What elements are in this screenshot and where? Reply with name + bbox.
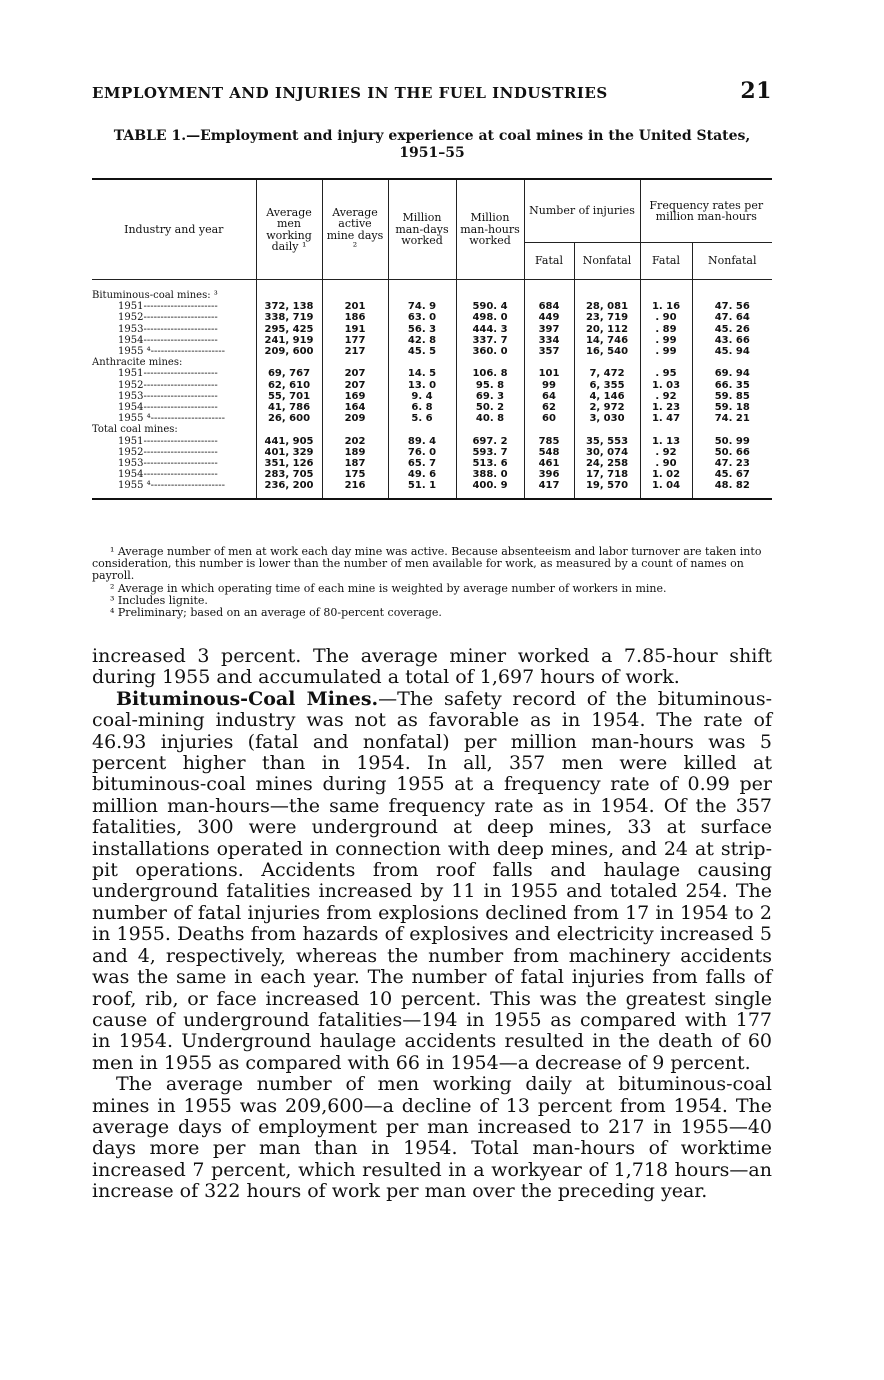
cell-nonfatal-rate: 43. 66 — [692, 335, 772, 346]
cell-fatal: 684 — [524, 301, 574, 312]
cell-nonfatal-rate: 50. 66 — [692, 447, 772, 458]
cell-days: 186 — [322, 312, 388, 323]
table-section-row — [92, 357, 772, 368]
cell-fatal-rate: . 90 — [640, 458, 692, 469]
cell-nonfatal-rate: 59. 18 — [692, 402, 772, 413]
dot-leader: ---------------------- — [150, 480, 225, 492]
cell-fatal-rate: 1. 16 — [640, 301, 692, 312]
table-row — [92, 402, 772, 413]
cell-nonfatal: 20, 112 — [574, 324, 640, 335]
cell-days: 209 — [322, 413, 388, 424]
header-fatal-rate: Fatal — [640, 243, 692, 280]
cell-man-days: 13. 0 — [388, 380, 456, 391]
cell-days: 207 — [322, 380, 388, 391]
cell-man-days: 49. 6 — [388, 469, 456, 480]
table-row — [92, 346, 772, 357]
table-body — [92, 280, 772, 499]
cell-nonfatal: 30, 074 — [574, 447, 640, 458]
year-label: 1951 — [118, 368, 144, 380]
cell-nonfatal-rate: 74. 21 — [692, 413, 772, 424]
table-row — [92, 391, 772, 402]
cell-fatal-rate: 1. 03 — [640, 380, 692, 391]
footnote-2: ² Average in which operating time of each mine is weighted by average number of workers in mine. — [110, 581, 667, 595]
cell-days: 175 — [322, 469, 388, 480]
dot-leader: ---------------------- — [150, 413, 225, 425]
cell-man-hours: 360. 0 — [456, 346, 524, 357]
section-label: Bituminous-coal mines: ³ — [92, 290, 218, 301]
cell-man-days: 63. 0 — [388, 312, 456, 323]
header-million-man-days: Million man-days worked — [388, 179, 456, 280]
row-year — [92, 402, 256, 413]
cell-days: 207 — [322, 368, 388, 379]
cell-days: 177 — [322, 335, 388, 346]
header-avg-days: Average active mine days ² — [322, 179, 388, 280]
footnote-4: ⁴ Preliminary; based on an average of 80-percent coverage. — [110, 606, 442, 620]
table-row — [92, 380, 772, 391]
cell-nonfatal-rate: 45. 26 — [692, 324, 772, 335]
cell-nonfatal: 19, 570 — [574, 480, 640, 498]
cell-days: 202 — [322, 436, 388, 447]
paragraph-2-text: —The safety record of the bituminous-coal-mining industry was not as favorable as in 1954. The rate of 46.93 injuries (fatal and nonfatal) per million man-hours was 5 percent higher than in 1954. In all, 357 men were killed at bituminous-coal mines during 1955 at a frequency rate of 0.99 per million man-hours—the same frequency rate as in 1954. Of the 357 fatalities, 300 were underground at deep mines, 33 at surface installations operated in connection with deep mines, and 24 at strip-pit operations. Accidents from roof falls and haulage causing underground fatalities increased by 11 in 1955 and totaled 254. The number of fatal injuries from explosions declined from 17 in 1954 to 2 in 1955. Deaths from hazards of explosives and electricity increased 5 and 4, respectively, whereas the number from machinery accidents was the same in each year. The number of fatal injuries from falls of roof, rib, or face increased 10 percent. This was the greatest single cause of underground fatalities—194 in 1955 as compared with 177 in 1954. Underground haulage accidents resulted in the death of 60 men in 1955 as compared with 66 in 1954—a decrease of 9 percent. — [92, 687, 772, 1074]
cell-man-days: 42. 8 — [388, 335, 456, 346]
cell-man-hours: 697. 2 — [456, 436, 524, 447]
cell-man-days: 9. 4 — [388, 391, 456, 402]
row-year — [92, 480, 256, 498]
cell-man-hours: 400. 9 — [456, 480, 524, 498]
cell-fatal-rate: . 89 — [640, 324, 692, 335]
cell-days: 169 — [322, 391, 388, 402]
cell-days: 164 — [322, 402, 388, 413]
paragraph-3: The average number of men working daily at bituminous-coal mines in 1955 was 209,600—a decline of 13 percent from 1954. The average days of employment per man increased to 217 in 1955—40 days more per man than in 1954. Total man-hours of worktime increased 7 percent, which resulted in a workyear of 1,718 hours—an increase of 322 hours of work per man over the preceding year. — [92, 1073, 772, 1203]
dot-leader: ---------------------- — [143, 446, 218, 458]
paragraph-2 — [92, 689, 772, 1074]
header-nonfatal-rate: Nonfatal — [692, 243, 772, 280]
cell-nonfatal-rate: 47. 64 — [692, 312, 772, 323]
row-year — [92, 312, 256, 323]
year-label: 1953 — [118, 390, 144, 402]
row-year — [92, 469, 256, 480]
cell-nonfatal-rate: 47. 23 — [692, 458, 772, 469]
cell-fatal: 548 — [524, 447, 574, 458]
cell-days: 216 — [322, 480, 388, 498]
year-label: 1952 — [118, 312, 144, 324]
year-label: 1953 — [118, 323, 144, 335]
table-section-row — [92, 424, 772, 435]
cell-nonfatal: 3, 030 — [574, 413, 640, 424]
cell-man-days: 65. 7 — [388, 458, 456, 469]
cell-nonfatal: 6, 355 — [574, 380, 640, 391]
dot-leader: ---------------------- — [143, 435, 218, 447]
cell-fatal: 449 — [524, 312, 574, 323]
header-million-man-hours: Million man-hours worked — [456, 179, 524, 280]
dot-leader: ---------------------- — [143, 402, 218, 414]
cell-man-days: 6. 8 — [388, 402, 456, 413]
cell-man-days: 51. 1 — [388, 480, 456, 498]
cell-man-hours: 50. 2 — [456, 402, 524, 413]
cell-men: 41, 786 — [256, 402, 322, 413]
table-row — [92, 312, 772, 323]
cell-days: 217 — [322, 346, 388, 357]
cell-fatal-rate: . 92 — [640, 391, 692, 402]
cell-nonfatal-rate: 69. 94 — [692, 368, 772, 379]
cell-man-hours: 388. 0 — [456, 469, 524, 480]
cell-nonfatal-rate: 45. 94 — [692, 346, 772, 357]
row-year — [92, 324, 256, 335]
year-label: 1955 ⁴ — [118, 346, 151, 358]
cell-nonfatal: 7, 472 — [574, 368, 640, 379]
row-year — [92, 447, 256, 458]
cell-nonfatal: 14, 746 — [574, 335, 640, 346]
cell-men: 236, 200 — [256, 480, 322, 498]
dot-leader: ---------------------- — [143, 323, 218, 335]
header-industry-year: Industry and year — [92, 179, 256, 280]
cell-men: 55, 701 — [256, 391, 322, 402]
table-row — [92, 469, 772, 480]
row-year — [92, 413, 256, 424]
cell-men: 338, 719 — [256, 312, 322, 323]
table-row — [92, 301, 772, 312]
cell-nonfatal-rate: 45. 67 — [692, 469, 772, 480]
year-label: 1952 — [118, 446, 144, 458]
cell-nonfatal: 2, 972 — [574, 402, 640, 413]
cell-man-hours: 69. 3 — [456, 391, 524, 402]
row-year — [92, 380, 256, 391]
cell-fatal: 99 — [524, 380, 574, 391]
cell-nonfatal-rate: 66. 35 — [692, 380, 772, 391]
cell-fatal: 334 — [524, 335, 574, 346]
cell-nonfatal-rate: 59. 85 — [692, 391, 772, 402]
table-row — [92, 413, 772, 424]
table-row — [92, 480, 772, 498]
header-fatal: Fatal — [524, 243, 574, 280]
cell-man-hours: 40. 8 — [456, 413, 524, 424]
table-footnotes — [92, 546, 772, 619]
cell-nonfatal: 4, 146 — [574, 391, 640, 402]
cell-fatal-rate: 1. 23 — [640, 402, 692, 413]
row-year — [92, 335, 256, 346]
cell-man-days: 45. 5 — [388, 346, 456, 357]
cell-men: 295, 425 — [256, 324, 322, 335]
cell-fatal: 417 — [524, 480, 574, 498]
table-row — [92, 335, 772, 346]
cell-fatal-rate: . 92 — [640, 447, 692, 458]
cell-men: 372, 138 — [256, 301, 322, 312]
cell-days: 187 — [322, 458, 388, 469]
cell-man-days: 14. 5 — [388, 368, 456, 379]
cell-days: 191 — [322, 324, 388, 335]
cell-fatal-rate: . 99 — [640, 346, 692, 357]
dot-leader: ---------------------- — [150, 346, 225, 358]
cell-man-hours: 444. 3 — [456, 324, 524, 335]
dot-leader: ---------------------- — [143, 334, 218, 346]
body-text — [92, 646, 772, 1203]
cell-men: 69, 767 — [256, 368, 322, 379]
header-avg-men: Average men working daily ¹ — [256, 179, 322, 280]
footnote-3: ³ Includes lignite. — [110, 593, 208, 607]
cell-days: 201 — [322, 301, 388, 312]
table-row — [92, 368, 772, 379]
header-number-injuries: Number of injuries — [524, 179, 640, 243]
dot-leader: ---------------------- — [143, 469, 218, 481]
paragraph-1: increased 3 percent. The average miner worked a 7.85-hour shift during 1955 and accumulated a total of 1,697 hours of work. — [92, 645, 772, 689]
cell-men: 62, 610 — [256, 380, 322, 391]
dot-leader: ---------------------- — [143, 368, 218, 380]
cell-man-days: 56. 3 — [388, 324, 456, 335]
cell-man-hours: 498. 0 — [456, 312, 524, 323]
cell-fatal: 396 — [524, 469, 574, 480]
cell-man-hours: 337. 7 — [456, 335, 524, 346]
row-year — [92, 368, 256, 379]
cell-man-hours: 106. 8 — [456, 368, 524, 379]
cell-fatal-rate: 1. 47 — [640, 413, 692, 424]
cell-days: 189 — [322, 447, 388, 458]
section-label: Total coal mines: — [92, 424, 178, 436]
cell-man-hours: 590. 4 — [456, 301, 524, 312]
cell-fatal-rate: 1. 04 — [640, 480, 692, 498]
cell-fatal: 785 — [524, 436, 574, 447]
cell-nonfatal: 35, 553 — [574, 436, 640, 447]
cell-men: 209, 600 — [256, 346, 322, 357]
year-label: 1953 — [118, 458, 144, 470]
cell-man-days: 5. 6 — [388, 413, 456, 424]
table-row — [92, 458, 772, 469]
cell-fatal: 62 — [524, 402, 574, 413]
cell-fatal: 64 — [524, 391, 574, 402]
cell-men: 283, 705 — [256, 469, 322, 480]
cell-fatal-rate: 1. 02 — [640, 469, 692, 480]
cell-man-days: 89. 4 — [388, 436, 456, 447]
cell-man-days: 74. 9 — [388, 301, 456, 312]
cell-men: 351, 126 — [256, 458, 322, 469]
header-frequency-rates: Frequency rates per million man-hours — [640, 179, 772, 243]
page-number: 21 — [740, 78, 772, 104]
dot-leader: ---------------------- — [143, 379, 218, 391]
table-row — [92, 447, 772, 458]
cell-men: 26, 600 — [256, 413, 322, 424]
year-label: 1954 — [118, 402, 144, 414]
table-row — [92, 436, 772, 447]
section-label: Anthracite mines: — [92, 357, 183, 369]
cell-fatal: 397 — [524, 324, 574, 335]
header-nonfatal: Nonfatal — [574, 243, 640, 280]
cell-fatal-rate: . 90 — [640, 312, 692, 323]
table-caption-line1: TABLE 1.—Employment and injury experience at coal mines in the United States, — [113, 128, 751, 144]
year-label: 1955 ⁴ — [118, 413, 151, 425]
row-year — [92, 346, 256, 357]
year-label: 1951 — [118, 435, 144, 447]
table-caption-line2: 1951–55 — [399, 145, 465, 161]
cell-men: 441, 905 — [256, 436, 322, 447]
row-year — [92, 301, 256, 312]
year-label: 1952 — [118, 379, 144, 391]
cell-fatal-rate: . 99 — [640, 335, 692, 346]
cell-fatal: 461 — [524, 458, 574, 469]
dot-leader: ---------------------- — [143, 301, 218, 313]
cell-men: 241, 919 — [256, 335, 322, 346]
year-label: 1955 ⁴ — [118, 480, 151, 492]
cell-nonfatal: 28, 081 — [574, 301, 640, 312]
row-year — [92, 391, 256, 402]
dot-leader: ---------------------- — [143, 390, 218, 402]
cell-nonfatal: 24, 258 — [574, 458, 640, 469]
cell-nonfatal: 23, 719 — [574, 312, 640, 323]
cell-nonfatal: 16, 540 — [574, 346, 640, 357]
section-heading-bituminous: Bituminous-Coal Mines. — [116, 687, 379, 710]
row-year — [92, 436, 256, 447]
dot-leader: ---------------------- — [143, 458, 218, 470]
dot-leader: ---------------------- — [143, 312, 218, 324]
table-caption — [92, 128, 772, 162]
cell-man-days: 76. 0 — [388, 447, 456, 458]
cell-man-hours: 95. 8 — [456, 380, 524, 391]
running-head — [92, 78, 772, 104]
cell-men: 401, 329 — [256, 447, 322, 458]
cell-fatal: 60 — [524, 413, 574, 424]
year-label: 1951 — [118, 301, 144, 313]
cell-nonfatal-rate: 50. 99 — [692, 436, 772, 447]
cell-nonfatal-rate: 47. 56 — [692, 301, 772, 312]
year-label: 1954 — [118, 334, 144, 346]
table-section-row — [92, 290, 772, 301]
cell-nonfatal: 17, 718 — [574, 469, 640, 480]
footnote-1: ¹ Average number of men at work each day mine was active. Because absenteeism and labor turnover are taken into consideration, this number is lower than the number of men available for work, as measured by a count of names on payroll. — [92, 545, 762, 583]
table-row — [92, 324, 772, 335]
year-label: 1954 — [118, 469, 144, 481]
employment-injury-table — [92, 178, 772, 500]
cell-nonfatal-rate: 48. 82 — [692, 480, 772, 498]
row-year — [92, 458, 256, 469]
cell-fatal-rate: 1. 13 — [640, 436, 692, 447]
cell-man-hours: 593. 7 — [456, 447, 524, 458]
cell-man-hours: 513. 6 — [456, 458, 524, 469]
cell-fatal: 357 — [524, 346, 574, 357]
running-title: EMPLOYMENT AND INJURIES IN THE FUEL INDUSTRIES — [92, 84, 608, 102]
cell-fatal-rate: . 95 — [640, 368, 692, 379]
cell-fatal: 101 — [524, 368, 574, 379]
